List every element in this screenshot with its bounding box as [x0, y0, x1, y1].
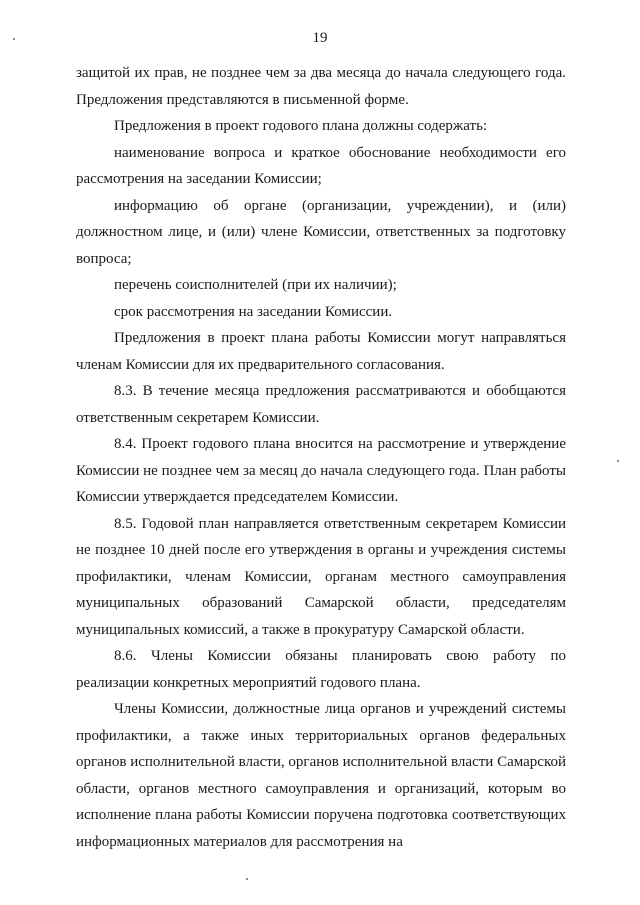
document-body: [76, 60, 566, 855]
paragraph: перечень соисполнителей (при их наличии);: [114, 277, 397, 293]
paragraph: 8.4. Проект годового плана вносится на рассмотрение и утверждение Комиссии не позднее чем за месяц до начала следующего года. План работы Комиссии утверждается председателем Комиссии.: [76, 436, 566, 505]
page-number: 19: [312, 30, 328, 46]
scan-speck: [13, 38, 15, 40]
paragraph: 8.6. Члены Комиссии обязаны планировать свою работу по реализации конкретных мероприятий годового плана.: [76, 648, 566, 691]
paragraph: 8.3. В течение месяца предложения рассматриваются и обобщаются ответственным секретарем Комиссии.: [76, 383, 566, 426]
paragraph: Члены Комиссии, должностные лица органов и учреждений системы профилактики, а также иных территориальных органов федеральных органов исполнительной власти, органов исполнительной власти Самарской области, органов местного самоуправления и организаций, которым во исполнение плана работы Комиссии поручена подготовка соответствующих информационных материалов для рассмотрения на: [76, 701, 566, 850]
scan-speck: [617, 460, 619, 462]
scan-speck: [246, 878, 248, 880]
paragraph: Предложения в проект плана работы Комиссии могут направляться членам Комиссии для их предварительного согласования.: [76, 330, 566, 373]
paragraph: Предложения в проект годового плана должны содержать:: [114, 118, 488, 134]
paragraph: защитой их прав, не позднее чем за два месяца до начала следующего года. Предложения представляются в письменной форме.: [76, 65, 566, 108]
paragraph: информацию об органе (организации, учреждении), и (или) должностном лице, и (или) члене Комиссии, ответственных за подготовку вопроса;: [76, 197, 566, 267]
paragraph: 8.5. Годовой план направляется ответственным секретарем Комиссии не позднее 10 дней после его утверждения в органы и учреждения системы профилактики, членам Комиссии, органам местного самоуправления муниципальных образований Самарской области, председателям муниципальных комиссий, а также в прокуратуру Самарской области.: [76, 515, 566, 638]
paragraph: наименование вопроса и краткое обоснование необходимости его рассмотрения на заседании Комиссии;: [76, 144, 566, 187]
paragraph: срок рассмотрения на заседании Комиссии.: [114, 303, 393, 320]
